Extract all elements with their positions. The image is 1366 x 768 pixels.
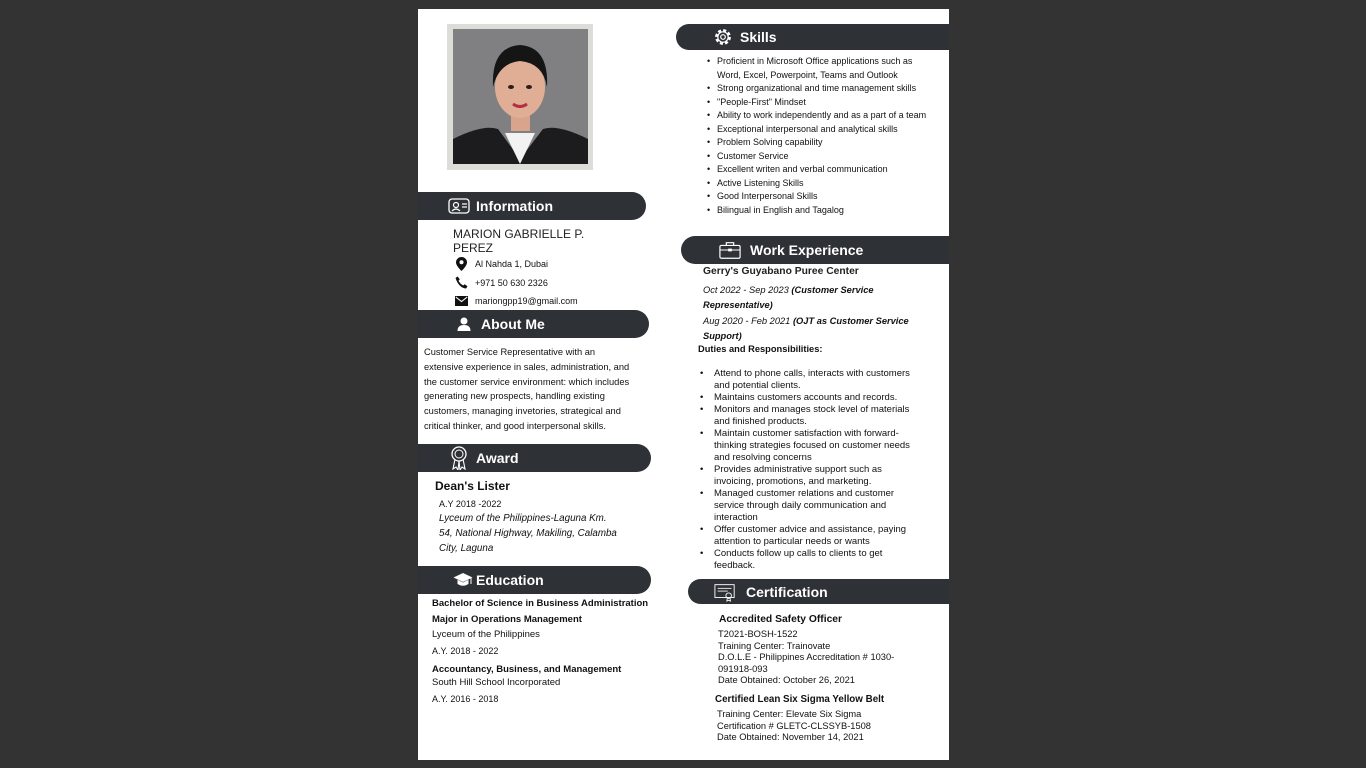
job-2-date: Aug 2020 - Feb 2021 — [703, 316, 791, 326]
duties-title: Duties and Responsibilities: — [698, 344, 823, 354]
skill-item: • Proficient in Microsoft Office applications such as — [707, 55, 947, 69]
award-title: Award — [476, 450, 519, 466]
contact-email — [454, 292, 644, 309]
duties-list — [698, 368, 943, 572]
id-card-icon — [448, 195, 470, 217]
cert-1-line: 091918-093 — [718, 663, 768, 674]
award-header — [418, 444, 651, 472]
duty-item: • Maintains customers accounts and records. — [698, 392, 943, 404]
name-line-1: MARION GABRIELLE P. — [453, 227, 585, 241]
information-title: Information — [476, 198, 553, 214]
about-line: extensive experience in sales, administration, and — [424, 361, 630, 372]
address-text: Al Nahda 1, Dubai — [475, 258, 549, 269]
education-track: Accountancy, Business, and Management — [432, 664, 622, 675]
work-job-2 — [703, 314, 938, 344]
duty-item: • Provides administrative support such as invoicing, promotions, and marketing. — [698, 464, 943, 488]
skill-item: • Problem Solving capability — [707, 136, 947, 150]
job-1-role: (Customer Service — [791, 285, 874, 295]
skill-item: • Exceptional interpersonal and analytical skills — [707, 123, 947, 137]
skill-item: • Excellent writen and verbal communication — [707, 163, 947, 177]
certification-header — [688, 579, 949, 604]
award-year: A.Y 2018 -2022 — [439, 499, 502, 509]
education-school-1: Lyceum of the Philippines — [432, 629, 540, 640]
skill-item: • "People-First" Mindset — [707, 96, 947, 110]
profile-photo — [453, 29, 588, 164]
about-me-text — [424, 345, 654, 434]
person-icon — [453, 313, 475, 335]
education-header — [418, 566, 651, 594]
briefcase-icon — [719, 239, 741, 261]
award-school — [439, 512, 649, 556]
skills-header — [676, 24, 949, 50]
skill-item: • Ability to work independently and as a part of a team — [707, 109, 947, 123]
skills-title: Skills — [740, 29, 777, 45]
certification-title: Certification — [746, 583, 828, 600]
work-job-1 — [703, 283, 938, 313]
ribbon-icon — [448, 447, 470, 469]
skill-item-continuation: Word, Excel, Powerpoint, Teams and Outlook — [717, 69, 898, 80]
envelope-icon — [454, 296, 468, 306]
award-school-line: City, Laguna — [439, 542, 494, 554]
skill-item: • Good Interpersonal Skills — [707, 190, 947, 204]
name-line-2: PEREZ — [453, 241, 494, 255]
cert-1-title: Accredited Safety Officer — [719, 614, 843, 625]
award-school-line: 54, National Highway, Makiling, Calamba — [439, 527, 617, 539]
award-school-line: Lyceum of the Philippines-Laguna Km. — [439, 513, 607, 524]
award-name: Dean's Lister — [435, 479, 510, 493]
profile-photo-frame — [447, 24, 593, 170]
information-header — [418, 192, 646, 220]
about-line: customers, managing invetories, strategical and — [424, 406, 621, 417]
phone-text[interactable]: +971 50 630 2326 — [475, 277, 548, 288]
about-line: Customer Service Representative with an — [424, 347, 596, 357]
email-text[interactable]: mariongpp19@gmail.com — [475, 295, 578, 306]
gear-icon — [712, 26, 734, 48]
duty-item: • Attend to phone calls, interacts with customers and potential clients. — [698, 368, 943, 392]
resume-page — [418, 9, 949, 760]
job-1-date: Oct 2022 - Sep 2023 — [703, 285, 789, 295]
phone-icon — [454, 276, 468, 289]
duty-item: • Conducts follow up calls to clients to get feedback. — [698, 548, 943, 572]
work-experience-header — [681, 236, 949, 264]
education-year-1: A.Y. 2018 - 2022 — [432, 646, 499, 656]
about-line: generating new prospects, handling existing — [424, 391, 605, 402]
about-line: the customer service environment: which includes — [424, 376, 630, 387]
duty-item: • Offer customer advice and assistance, paying attention to particular needs or wants — [698, 524, 943, 548]
skill-item: • Bilingual in English and Tagalog — [707, 204, 947, 218]
education-school-2: South Hill School Incorporated — [432, 677, 561, 688]
cert-1-line: D.O.L.E - Philippines Accreditation # 1030- — [718, 652, 895, 663]
graduation-cap-icon — [452, 569, 474, 591]
contact-list — [454, 255, 644, 309]
education-year-2: A.Y. 2016 - 2018 — [432, 694, 499, 704]
education-title: Education — [476, 572, 544, 588]
cert-1-line: T2021-BOSH-1522 — [718, 629, 798, 639]
education-major: Major in Operations Management — [432, 614, 582, 625]
cert-1-line: Training Center: Trainovate — [718, 640, 831, 651]
cert-2-details — [717, 709, 932, 744]
cert-2-line: Certification # GLETC-CLSSYB-1508 — [717, 720, 871, 731]
skill-item: • Customer Service — [707, 150, 947, 164]
certificate-icon — [714, 581, 736, 603]
cert-2-title: Certified Lean Six Sigma Yellow Belt — [715, 694, 885, 705]
contact-phone — [454, 274, 644, 291]
about-line: critical thinker, and good interpersonal skills. — [424, 420, 606, 431]
job-2-role-cont: Support) — [703, 331, 742, 341]
education-degree: Bachelor of Science in Business Administration — [432, 598, 649, 609]
contact-address — [454, 255, 644, 272]
skills-list — [707, 55, 947, 217]
cert-1-details — [718, 629, 933, 687]
cert-2-line: Date Obtained: November 14, 2021 — [717, 732, 864, 743]
cert-1-line: Date Obtained: October 26, 2021 — [718, 675, 855, 686]
duty-item: • Managed customer relations and customer service through daily communication and interaction — [698, 488, 943, 524]
work-experience-title: Work Experience — [750, 242, 864, 258]
full-name — [453, 227, 584, 255]
location-pin-icon — [454, 257, 468, 271]
skill-item: • Strong organizational and time management skills — [707, 82, 947, 96]
duty-item: • Maintain customer satisfaction with forward- thinking strategies focused on customer needs and resolving concerns — [698, 428, 943, 464]
job-1-role-cont: Representative) — [703, 300, 773, 310]
work-company: Gerry's Guyabano Puree Center — [703, 266, 859, 277]
about-me-header — [418, 310, 649, 338]
duty-item: • Monitors and manages stock level of materials and finished products. — [698, 404, 943, 428]
skill-item: • Active Listening Skills — [707, 177, 947, 191]
cert-2-line: Training Center: Elevate Six Sigma — [717, 709, 862, 719]
job-2-role: (OJT as Customer Service — [792, 316, 909, 326]
about-me-title: About Me — [481, 316, 545, 332]
